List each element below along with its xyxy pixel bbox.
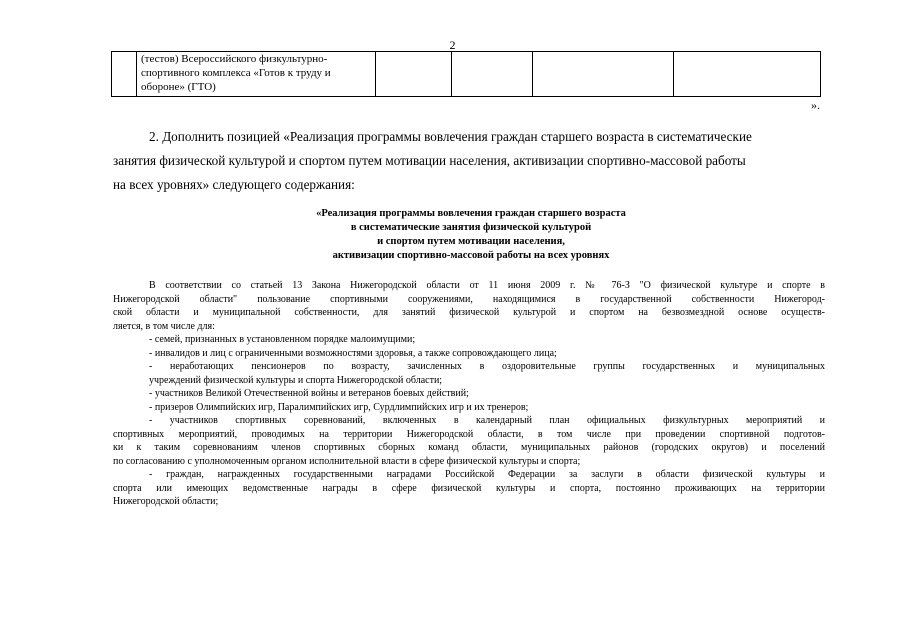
paragraph-line: занятия физической культурой и спортом путем мотивации населения, активизации спортивно-массовой работы [113,153,746,168]
table-cell-text: (тестов) Всероссийского физкультурно- [141,53,328,65]
list-item: - участников Великой Отечественной войны и ветеранов боевых действий; [149,388,469,399]
list-item-continuation: по согласованию с уполномоченным органом исполнительной власти в сфере физической культуры и спорта; [113,455,581,467]
table-cell-empty [376,52,452,97]
list-item-continuation: спортивных мероприятий, проводимых на территории Нижегородской области, в том числе при проведении спортивной подготов- [113,428,825,440]
section-heading [113,207,829,263]
body-line: ляется, в том числе для: [113,320,215,332]
list-item-continuation: учреждений физической культуры и спорта Нижегородской области; [149,374,443,386]
table-cell-text: спортивного комплекса «Готов к труду и [141,67,331,79]
list-item: - призеров Олимпийских игр, Паралимпийских игр, Сурдлимпийских игр и их тренеров; [149,401,529,413]
heading-line: активизации спортивно-массовой работы на всех уровнях [332,250,610,261]
list-item: - семей, признанных в установленном порядке малоимущими; [149,334,416,345]
list-item-continuation: спорта или имеющих ведомственные награды в сфере физической культуры и спорта, постоянно проживающих на территории [113,482,825,494]
table-cell-text: обороне» (ГТО) [141,81,216,93]
body-line: В соответствии со статьей 13 Закона Нижегородской области от 11 июня 2009 г. № 76-З "О физической культуре и спорте в [149,280,825,291]
amendment-paragraph [113,125,829,197]
list-item: - инвалидов и лиц с ограниченными возможностями здоровья, а также сопровождающего лица; [149,347,557,359]
body-line: Нижегородской области" пользование спортивными сооружениями, находящимися в государственной собственности Нижегород- [113,293,825,305]
body-line: ской области и муниципальной собственности, для занятий физической культурой и спортом на безвозмездной основе осуществ- [113,307,825,318]
table-cell-number [112,52,137,97]
closing-quote: ». [811,98,820,112]
table-cell-description [137,52,376,97]
heading-line: и спортом путем мотивации населения, [377,236,565,247]
list-item-continuation: ки к таким соревнованиям членов спортивных сборных команд области, муниципальных районов (городских округов) и поселений [113,442,825,453]
table-cell-empty [674,52,821,97]
list-item: - участников спортивных соревнований, включенных в календарный план официальных физкультурных мероприятий и [149,415,825,426]
page-number: 2 [449,38,456,52]
table-row [112,52,821,97]
continuation-table [111,51,821,97]
table-cell-empty [533,52,674,97]
table-cell-empty [452,52,533,97]
paragraph-line: на всех уровнях» следующего содержания: [113,177,355,192]
body-text [113,279,825,509]
list-item: - граждан, награжденных государственными наградами Российской Федерации за заслуги в области физической культуры и [149,469,825,480]
heading-line: в систематические занятия физической культурой [350,222,592,233]
paragraph-line: 2. Дополнить позицией «Реализация программы вовлечения граждан старшего возраста в систематические [149,129,752,144]
heading-line: «Реализация программы вовлечения граждан старшего возраста [316,208,626,219]
list-item: - неработающих пенсионеров по возрасту, зачисленных в оздоровительные группы государственных и муниципальных [149,361,825,372]
list-item-continuation: Нижегородской области; [113,496,219,507]
